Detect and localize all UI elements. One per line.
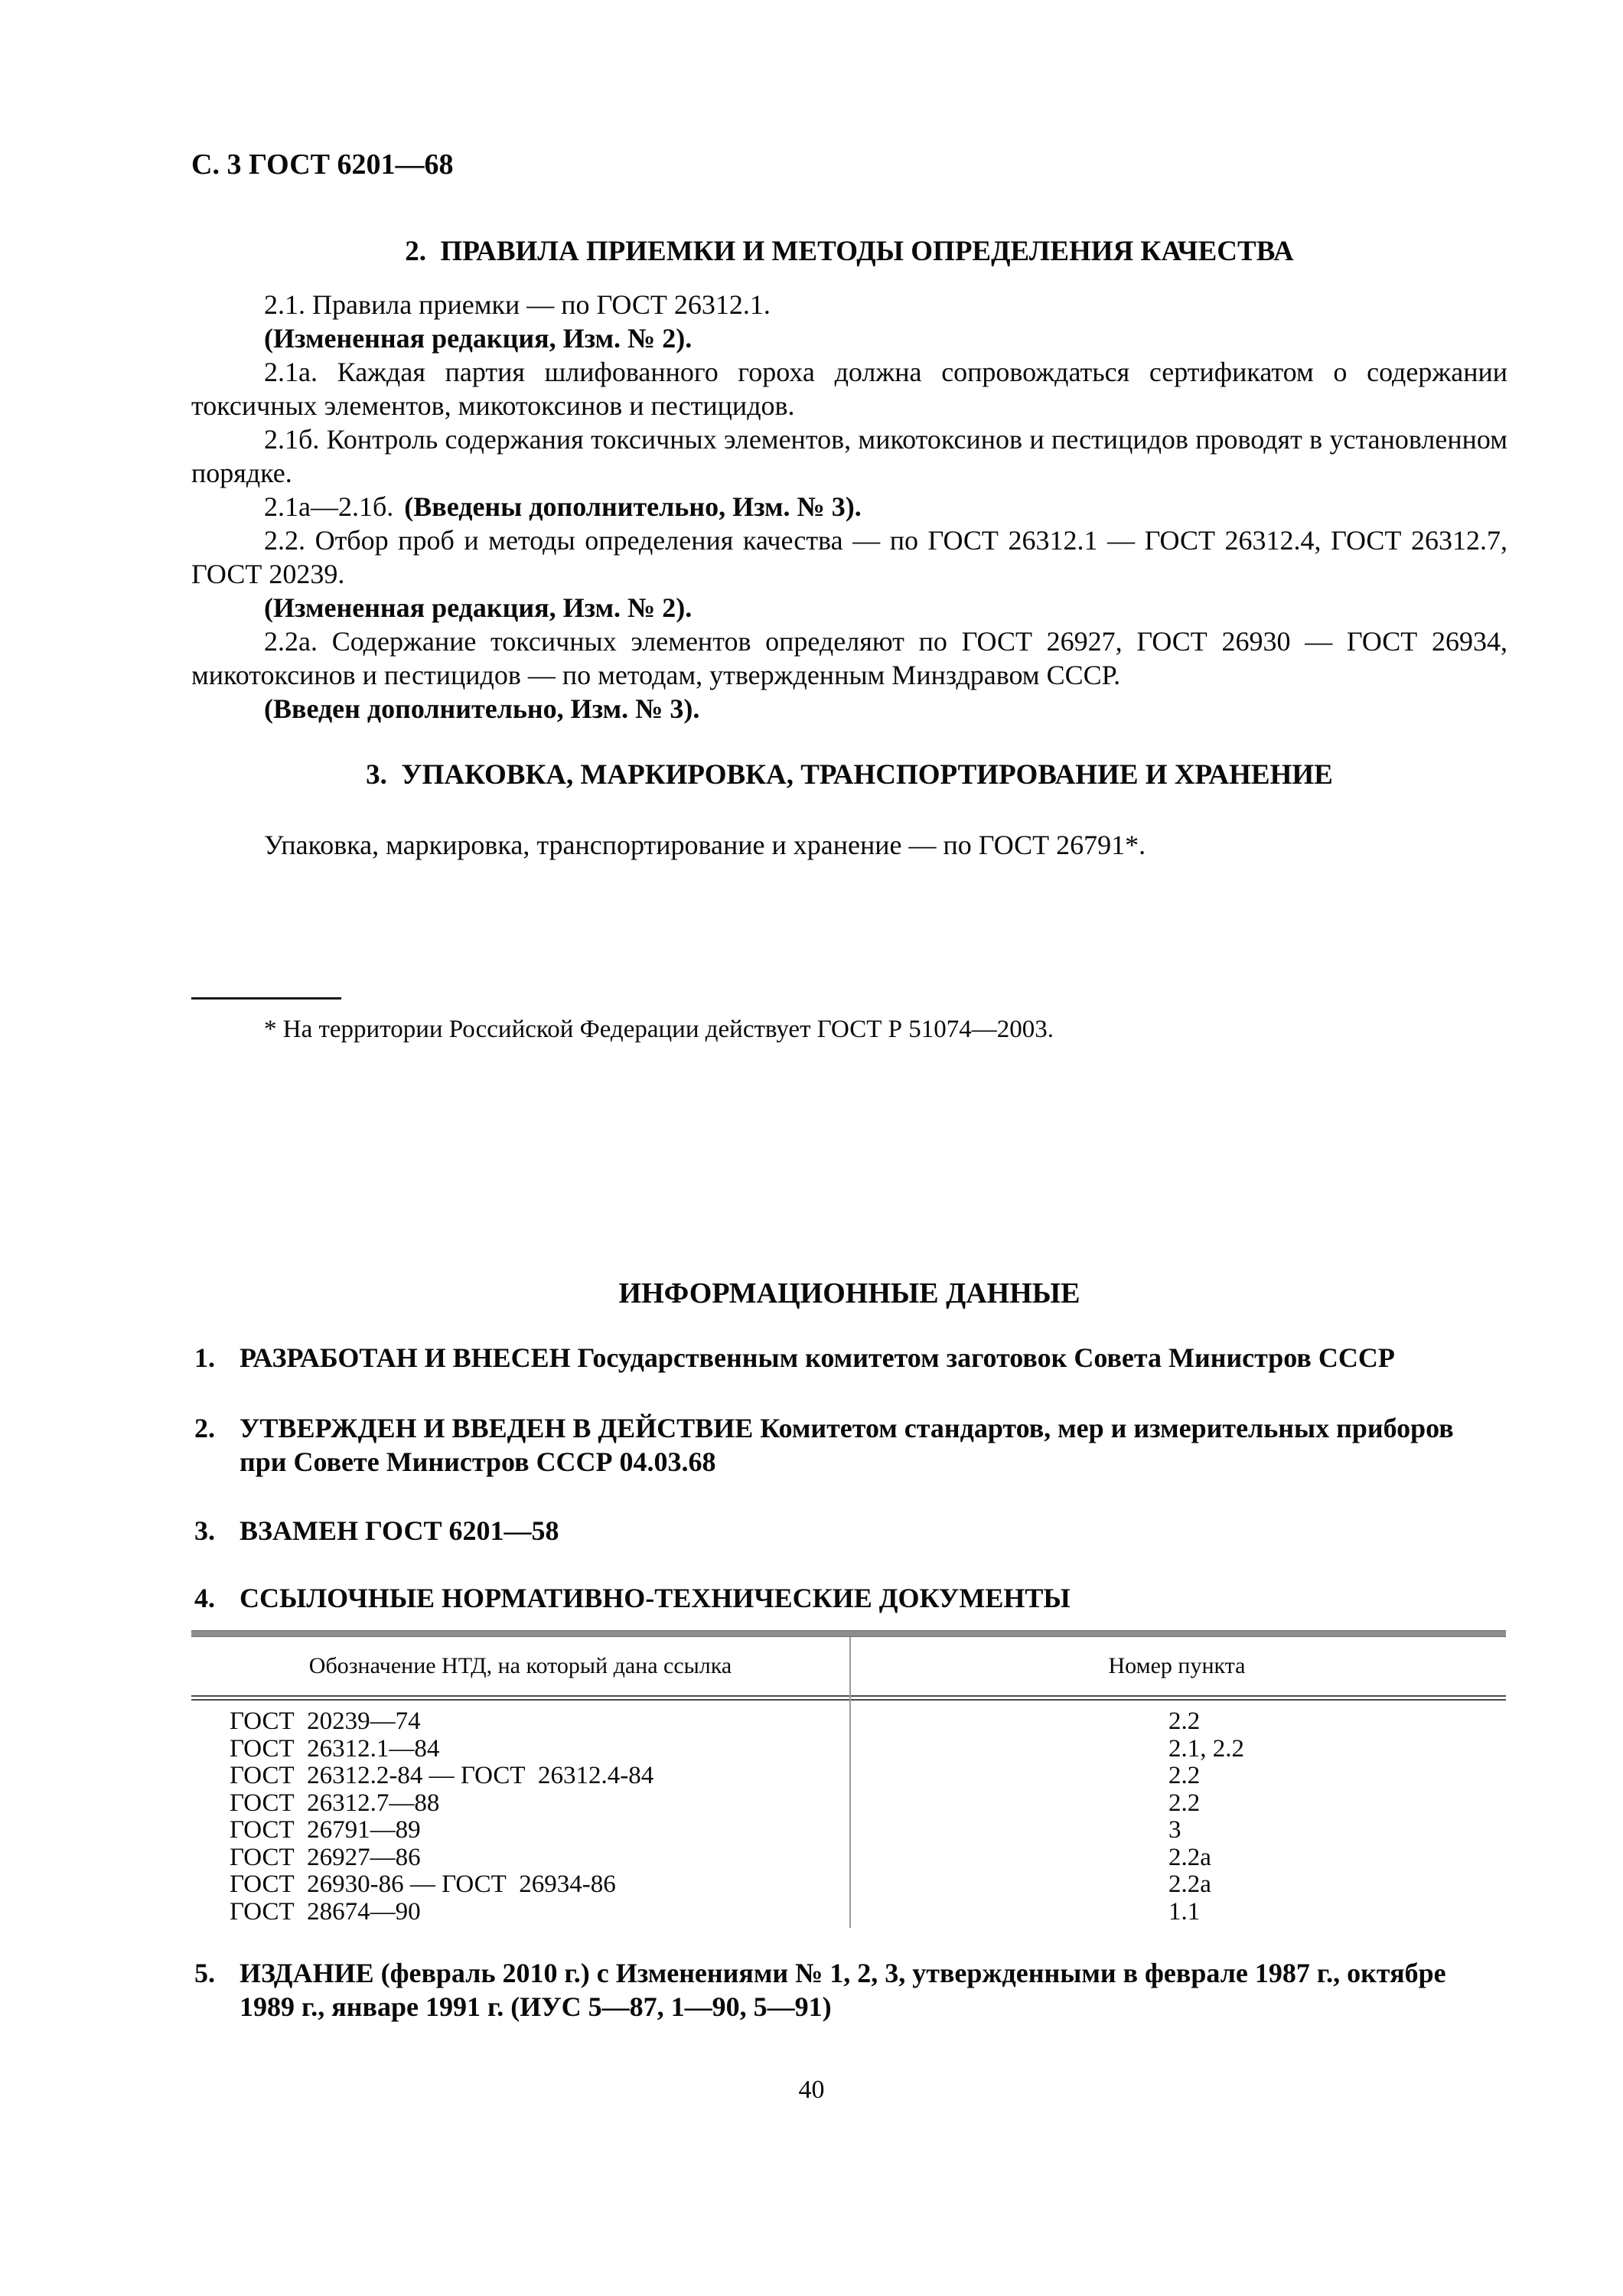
section-3-title: 3. УПАКОВКА, МАРКИРОВКА, ТРАНСПОРТИРОВАНИЕ И ХРАНЕНИЕ xyxy=(366,759,1333,791)
info-item-4-number: 4. xyxy=(194,1583,215,1613)
section-2-title: 2. ПРАВИЛА ПРИЕМКИ И МЕТОДЫ ОПРЕДЕЛЕНИЯ КАЧЕСТВА xyxy=(405,236,1294,267)
table-header-clause: Номер пункта xyxy=(1108,1653,1246,1678)
info-item-3 xyxy=(191,1514,1507,1548)
ntd-ref-cell: ГОСТ 26312.2-84 — ГОСТ 26312.4-84 xyxy=(230,1762,654,1789)
info-item-1-text: РАЗРАБОТАН И ВНЕСЕН Государственным комитетом заготовок Совета Министров СССР xyxy=(240,1342,1395,1373)
info-section-title: ИНФОРМАЦИОННЫЕ ДАННЫЕ xyxy=(618,1277,1080,1309)
paragraph-2-1: 2.1. Правила приемки — по ГОСТ 26312.1. xyxy=(264,289,771,320)
table-header-underline xyxy=(191,1695,1506,1701)
table-row xyxy=(191,1899,1506,1926)
table-body xyxy=(191,1701,1506,1926)
info-item-2 xyxy=(191,1411,1507,1479)
table-header-ntd: Обозначение НТД, на который дана ссылка xyxy=(308,1653,732,1678)
ntd-ref-cell: ГОСТ 26930-86 — ГОСТ 26934-86 xyxy=(230,1870,616,1898)
ntd-ref-cell: ГОСТ 20239—74 xyxy=(230,1707,421,1735)
ntd-ref-cell: ГОСТ 26312.1—84 xyxy=(230,1734,440,1763)
info-item-5-number: 5. xyxy=(194,1958,215,1988)
info-item-1 xyxy=(191,1341,1507,1375)
footnote-rule xyxy=(191,997,341,1000)
paragraph-2-2a-note: (Введен дополнительно, Изм. № 3). xyxy=(264,693,700,724)
clause-cell: 2.2 xyxy=(1168,1789,1201,1817)
table-row xyxy=(191,1871,1506,1899)
section-2-body xyxy=(191,288,1507,726)
info-item-2-number: 2. xyxy=(194,1413,215,1443)
table-column-divider xyxy=(849,1637,851,1928)
info-item-4 xyxy=(191,1581,1507,1615)
ntd-ref-cell: ГОСТ 26791—89 xyxy=(230,1816,421,1844)
clause-cell: 2.1, 2.2 xyxy=(1168,1734,1244,1763)
info-item-5 xyxy=(191,1956,1507,2024)
clause-cell: 1.1 xyxy=(1168,1897,1201,1926)
info-item-1-number: 1. xyxy=(194,1342,215,1373)
table-row xyxy=(191,1763,1506,1790)
references-table xyxy=(191,1630,1506,1928)
page-number: 40 xyxy=(798,2076,825,2104)
info-item-3-text: ВЗАМЕН ГОСТ 6201—58 xyxy=(240,1515,559,1546)
ntd-ref-cell: ГОСТ 28674—90 xyxy=(230,1897,421,1926)
paragraph-2-2-note: (Измененная редакция, Изм. № 2). xyxy=(264,592,693,623)
table-row xyxy=(191,1708,1506,1736)
info-item-3-number: 3. xyxy=(194,1515,215,1546)
table-row xyxy=(191,1844,1506,1872)
table-row xyxy=(191,1817,1506,1844)
clause-cell: 2.2 xyxy=(1168,1762,1201,1789)
info-item-2-text: УТВЕРЖДЕН И ВВЕДЕН В ДЕЙСТВИЕ Комитетом стандартов, мер и измерительных приборов при Совете Министров СССР 04.03.68 xyxy=(240,1413,1454,1477)
table-top-border xyxy=(191,1630,1506,1637)
ntd-ref-cell: ГОСТ 26927—86 xyxy=(230,1843,421,1871)
paragraph-2-2a: 2.2а. Содержание токсичных элементов определяют по ГОСТ 26927, ГОСТ 26930 — ГОСТ 26934, микотоксинов и пестицидов — по методам, утвержденным Минздравом СССР. xyxy=(191,626,1507,690)
clause-cell: 3 xyxy=(1168,1816,1181,1844)
paragraph-2-1ab-note xyxy=(191,490,1507,523)
paragraph-2-1-note: (Измененная редакция, Изм. № 2). xyxy=(264,323,693,354)
paragraph-2-2: 2.2. Отбор проб и методы определения качества — по ГОСТ 26312.1 — ГОСТ 26312.4, ГОСТ 26312.7, ГОСТ 20239. xyxy=(191,525,1507,589)
clause-cell: 2.2а xyxy=(1168,1870,1211,1898)
ntd-ref-cell: ГОСТ 26312.7—88 xyxy=(230,1789,440,1817)
info-item-4-text: ССЫЛОЧНЫЕ НОРМАТИВНО-ТЕХНИЧЕСКИЕ ДОКУМЕНТЫ xyxy=(240,1583,1071,1613)
table-row xyxy=(191,1790,1506,1818)
clause-cell: 2.2а xyxy=(1168,1843,1211,1871)
table-header-row xyxy=(191,1637,1506,1695)
footnote-text: * На территории Российской Федерации действует ГОСТ Р 51074—2003. xyxy=(264,1016,1054,1043)
info-item-5-text: ИЗДАНИЕ (февраль 2010 г.) с Изменениями № 1, 2, 3, утвержденными в феврале 1987 г., октябре 1989 г., январе 1991 г. (ИУС 5—87, 1—90, 5—91) xyxy=(240,1958,1446,2022)
table-row xyxy=(191,1736,1506,1763)
paragraph-2-1a: 2.1а. Каждая партия шлифованного гороха должна сопровождаться сертификатом о содержании токсичных элементов, микотоксинов и пестицидов. xyxy=(191,357,1507,421)
paragraph-2-1ab-note-bold: (Введены дополнительно, Изм. № 3). xyxy=(404,491,862,522)
running-head: С. 3 ГОСТ 6201—68 xyxy=(191,148,454,181)
paragraph-2-1b: 2.1б. Контроль содержания токсичных элементов, микотоксинов и пестицидов проводят в установленном порядке. xyxy=(191,424,1507,488)
clause-cell: 2.2 xyxy=(1168,1707,1201,1735)
paragraph-2-1ab-prefix: 2.1а—2.1б. xyxy=(264,491,394,522)
section-3-paragraph: Упаковка, маркировка, транспортирование и хранение — по ГОСТ 26791*. xyxy=(264,830,1146,860)
